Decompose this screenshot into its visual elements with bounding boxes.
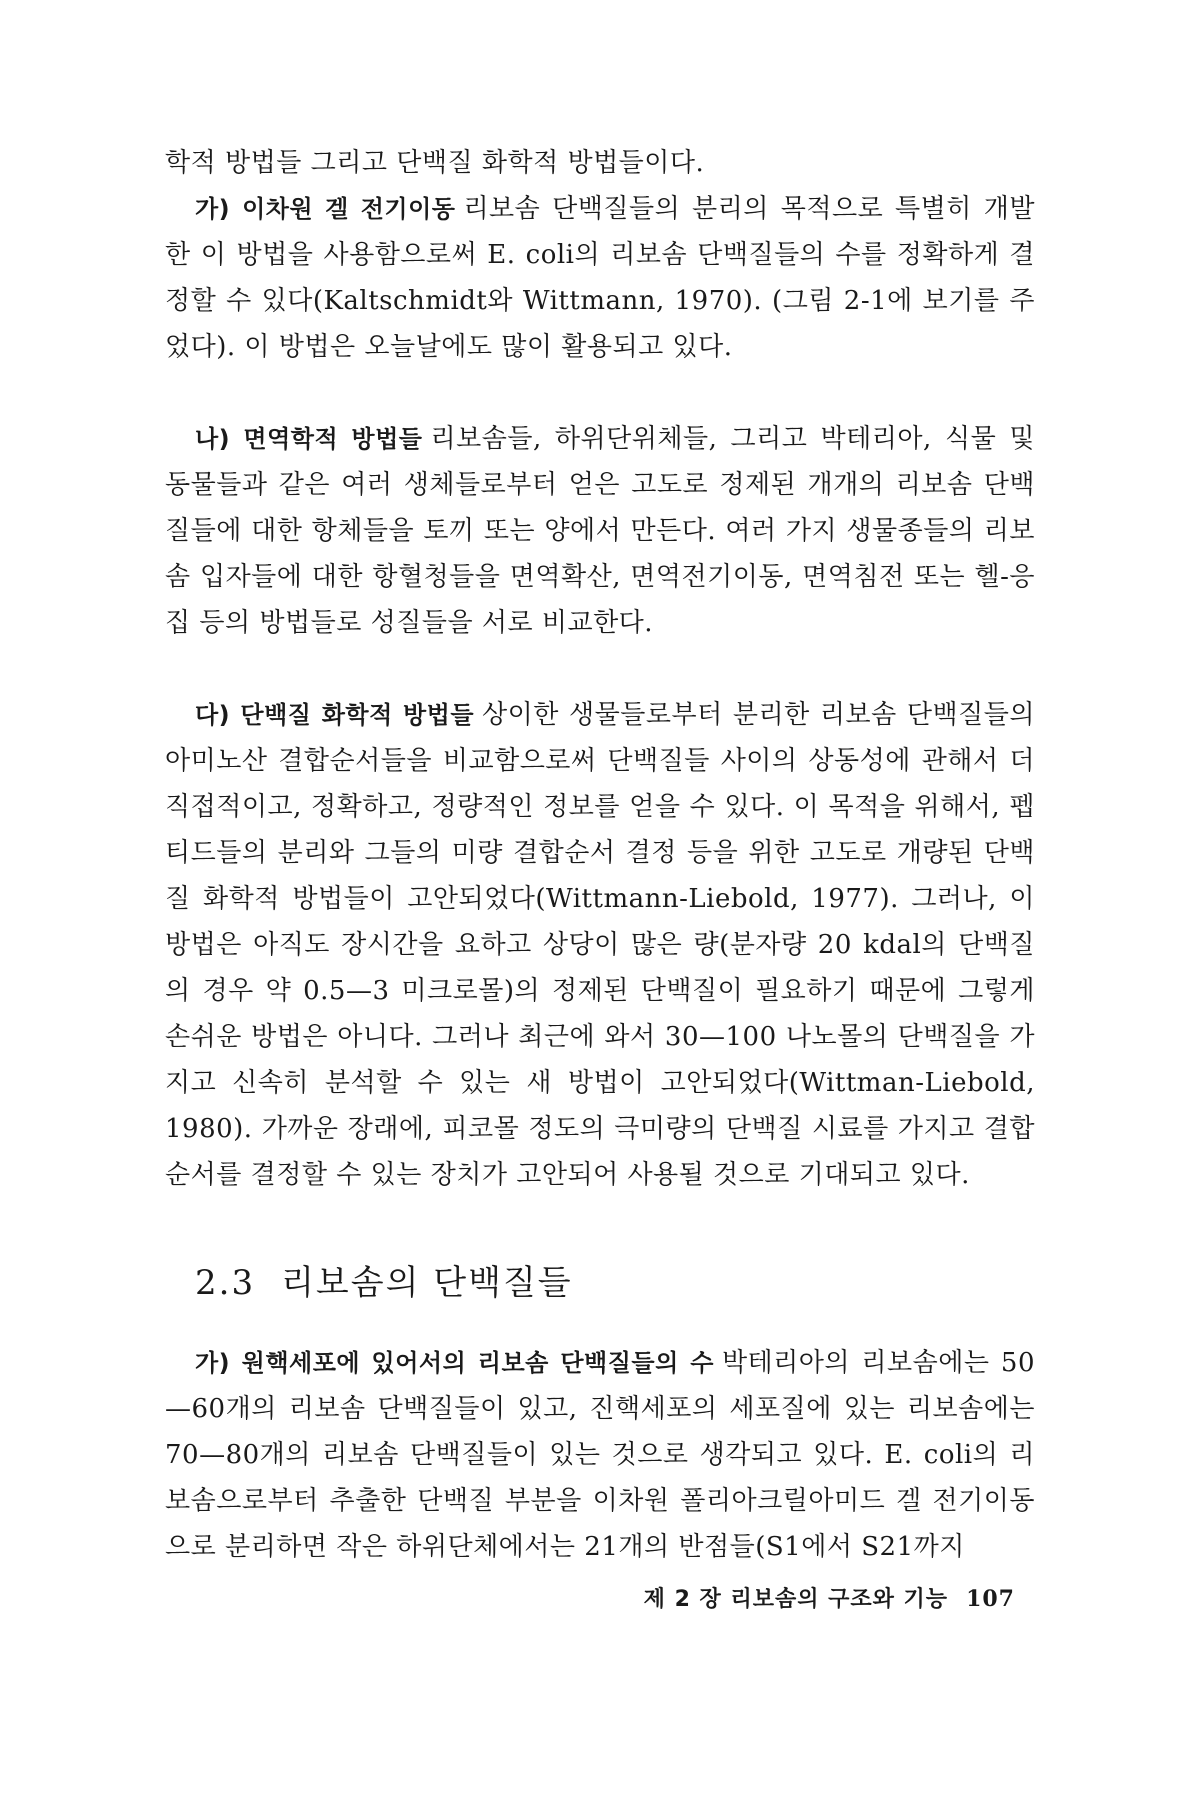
paragraph-lead: 가) 이차원 겔 전기이동	[195, 195, 456, 223]
body-text-upper	[165, 140, 1035, 1198]
paragraph-immunological-methods	[165, 416, 1035, 646]
paragraph-lead: 가) 원핵세포에 있어서의 리보솜 단백질들의 수	[195, 1349, 714, 1377]
paragraph-prokaryote-protein-count	[165, 1340, 1035, 1570]
intro-line: 학적 방법들 그리고 단백질 화학적 방법들이다.	[165, 148, 705, 178]
section-heading	[195, 1255, 573, 1304]
page-footer	[644, 1582, 1015, 1613]
section-number: 2.3	[195, 1263, 256, 1303]
paragraph-body: 리보솜 단백질들의 분리의 목적으로 특별히 개발한 이 방법을 사용함으로써 E. coli의 리보솜 단백질들의 수를 정확하게 결정할 수 있다(Kaltschmidt와 Wittmann, 1970). (그림 2-1에 보기를 주었다). 이 방법은 오늘날에도 많이 활용되고 있다.	[165, 194, 1035, 362]
chapter-title: 제 2 장 리보솜의 구조와 기능	[643, 1587, 949, 1612]
paragraph-lead: 다) 단백질 화학적 방법들	[195, 701, 475, 729]
paragraph-gap	[165, 646, 1035, 692]
paragraph-lead: 나) 면역학적 방법들	[195, 425, 423, 453]
paragraph-body: 상이한 생물들로부터 분리한 리보솜 단백질들의 아미노산 결합순서들을 비교함으로써 단백질들 사이의 상동성에 관해서 더 직접적이고, 정확하고, 정량적인 정보를 얻을 수 있다. 이 목적을 위해서, 펩티드들의 분리와 그들의 미량 결합순서 결정 등을 위한 고도로 개량된 단백질 화학적 방법들이 고안되었다(Wittmann-Liebold, 1977). 그러나, 이 방법은 아직도 장시간을 요하고 상당이 많은 량(분자량 20 kdal의 단백질의 경우 약 0.5—3 미크로몰)의 정제된 단백질이 필요하기 때문에 그렇게 손쉬운 방법은 아니다. 그러나 최근에 와서 30—100 나노몰의 단백질을 가지고 신속히 분석할 수 있는 새 방법이 고안되었다(Wittman-Liebold, 1980). 가까운 장래에, 피코몰 정도의 극미량의 단백질 시료를 가지고 결합순서를 결정할 수 있는 장치가 고안되어 사용될 것으로 기대되고 있다.	[165, 700, 1035, 1190]
body-text-lower	[165, 1340, 1035, 1570]
paragraph-gel-electrophoresis	[165, 186, 1035, 370]
section-title: 리보솜의 단백질들	[281, 1263, 573, 1303]
paragraph-protein-chemistry	[165, 692, 1035, 1198]
paragraph-body: 리보솜들, 하위단위체들, 그리고 박테리아, 식물 및 동물들과 같은 여러 생체들로부터 얻은 고도로 정제된 개개의 리보솜 단백질들에 대한 항체들을 토끼 또는 양에서 만든다. 여러 가지 생물종들의 리보솜 입자들에 대한 항혈청들을 면역확산, 면역전기이동, 면역침전 또는 헬-응집 등의 방법들로 성질들을 서로 비교한다.	[165, 424, 1035, 638]
paragraph-body: 박테리아의 리보솜에는 50—60개의 리보솜 단백질들이 있고, 진핵세포의 세포질에 있는 리보솜에는 70—80개의 리보솜 단백질들이 있는 것으로 생각되고 있다. E. coli의 리보솜으로부터 추출한 단백질 부분을 이차원 폴리아크릴아미드 겔 전기이동으로 분리하면 작은 하위단체에서는 21개의 반점들(S1에서 S21까지	[165, 1348, 1035, 1562]
page-number: 107	[966, 1586, 1015, 1612]
paragraph-gap	[165, 370, 1035, 416]
